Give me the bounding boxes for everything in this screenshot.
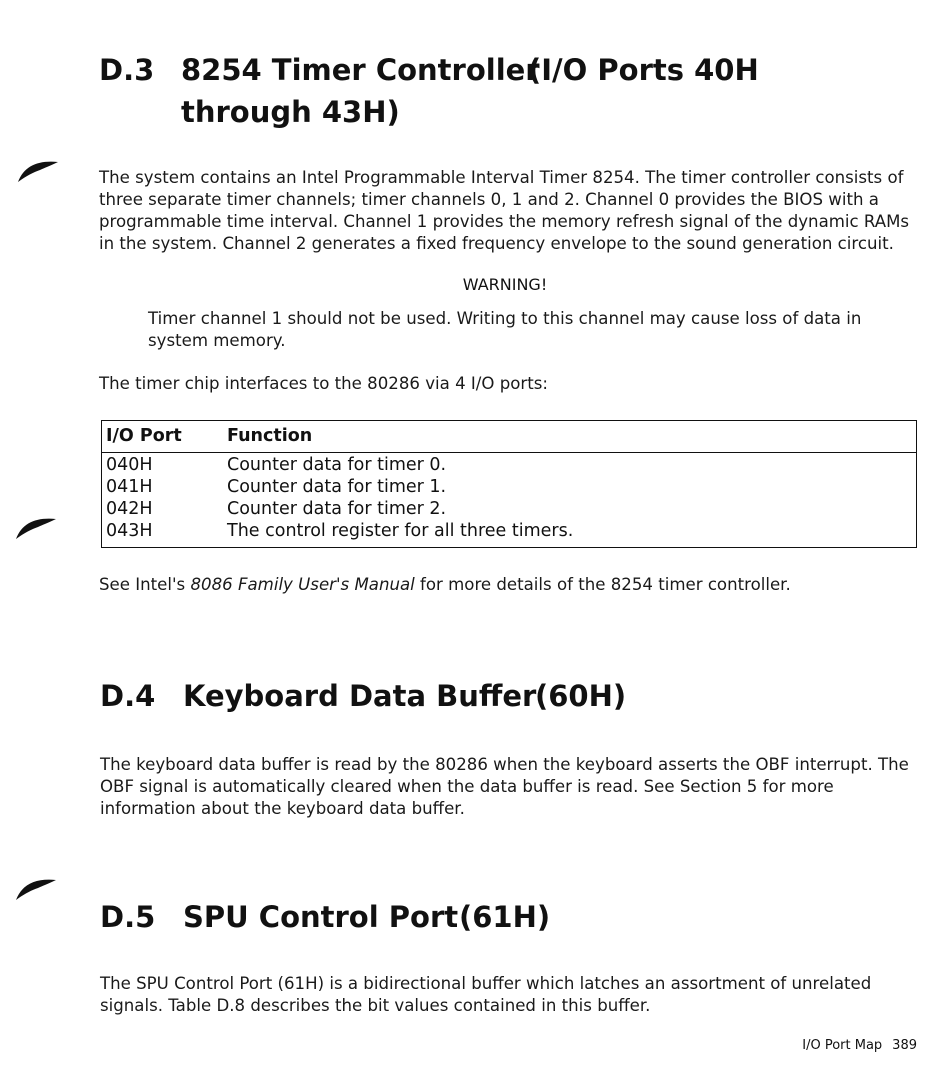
text-line: OBF signal is automatically cleared when the data buffer is read. See Section 5 for more <box>100 777 834 796</box>
margin-mark-1 <box>14 158 62 184</box>
text-line: information about the keyboard data buffer. <box>100 799 465 818</box>
port-cell: 043H <box>106 521 153 541</box>
table-row <box>102 520 916 542</box>
section-d3-intro <box>99 167 909 255</box>
table-header <box>102 421 916 453</box>
table-row <box>102 476 916 498</box>
reference-prefix: See Intel's <box>99 575 191 594</box>
text-line: The system contains an Intel Programmable Interval Timer 8254. The timer controller consists of <box>99 168 904 187</box>
table-row <box>102 498 916 520</box>
text-line: programmable time interval. Channel 1 provides the memory refresh signal of the dynamic RAMs <box>99 212 910 231</box>
column-header-io-port: I/O Port <box>106 426 182 446</box>
text-line: The SPU Control Port (61H) is a bidirectional buffer which latches an assortment of unrelated <box>100 974 872 993</box>
warning-text <box>148 308 908 352</box>
page-footer <box>802 1037 917 1055</box>
section-d3-title-line2: through 43H) <box>181 95 400 129</box>
text-line: three separate timer channels; timer channels 0, 1 and 2. Channel 0 provides the BIOS with a <box>99 190 879 209</box>
margin-mark-2 <box>12 515 60 541</box>
section-d5-body <box>100 973 910 1017</box>
function-cell: Counter data for timer 1. <box>227 477 447 497</box>
io-port-table <box>101 420 917 548</box>
port-cell: 042H <box>106 499 153 519</box>
section-d5-number: D.5 <box>100 900 156 934</box>
section-d3-title-line1: 8254 Timer Controller <box>181 53 540 87</box>
section-d5-title: SPU Control Port <box>183 900 459 934</box>
section-d4-port: (60H) <box>535 679 627 713</box>
margin-mark-3 <box>12 876 60 902</box>
section-d4-body <box>100 754 910 820</box>
section-d3-number: D.3 <box>99 53 155 87</box>
section-d5-port: (61H) <box>459 900 551 934</box>
text-line: in the system. Channel 2 generates a fixed frequency envelope to the sound generation circuit. <box>99 234 894 253</box>
function-cell: Counter data for timer 0. <box>227 455 447 475</box>
running-title: I/O Port Map <box>802 1038 883 1053</box>
ports-intro: The timer chip interfaces to the 80286 via 4 I/O ports: <box>99 374 548 393</box>
function-cell: The control register for all three timers. <box>227 521 574 541</box>
manual-title: 8086 Family User's Manual <box>190 575 415 594</box>
table-row <box>102 454 916 476</box>
column-header-function: Function <box>227 426 313 446</box>
warning-heading: WARNING! <box>462 275 548 294</box>
text-line: signals. Table D.8 describes the bit values contained in this buffer. <box>100 996 651 1015</box>
port-cell: 040H <box>106 455 153 475</box>
reference-suffix: for more details of the 8254 timer controller. <box>414 575 791 594</box>
text-line: Timer channel 1 should not be used. Writing to this channel may cause loss of data in <box>148 309 862 328</box>
text-line: system memory. <box>148 331 286 350</box>
function-cell: Counter data for timer 2. <box>227 499 447 519</box>
section-d4-number: D.4 <box>100 679 156 713</box>
port-cell: 041H <box>106 477 153 497</box>
page-number: 389 <box>892 1038 917 1053</box>
section-d3-ports: (I/O Ports 40H <box>528 53 759 87</box>
text-line: The keyboard data buffer is read by the 80286 when the keyboard asserts the OBF interrupt. The <box>100 755 909 774</box>
section-d4-title: Keyboard Data Buffer <box>183 679 537 713</box>
manual-reference <box>99 574 909 596</box>
